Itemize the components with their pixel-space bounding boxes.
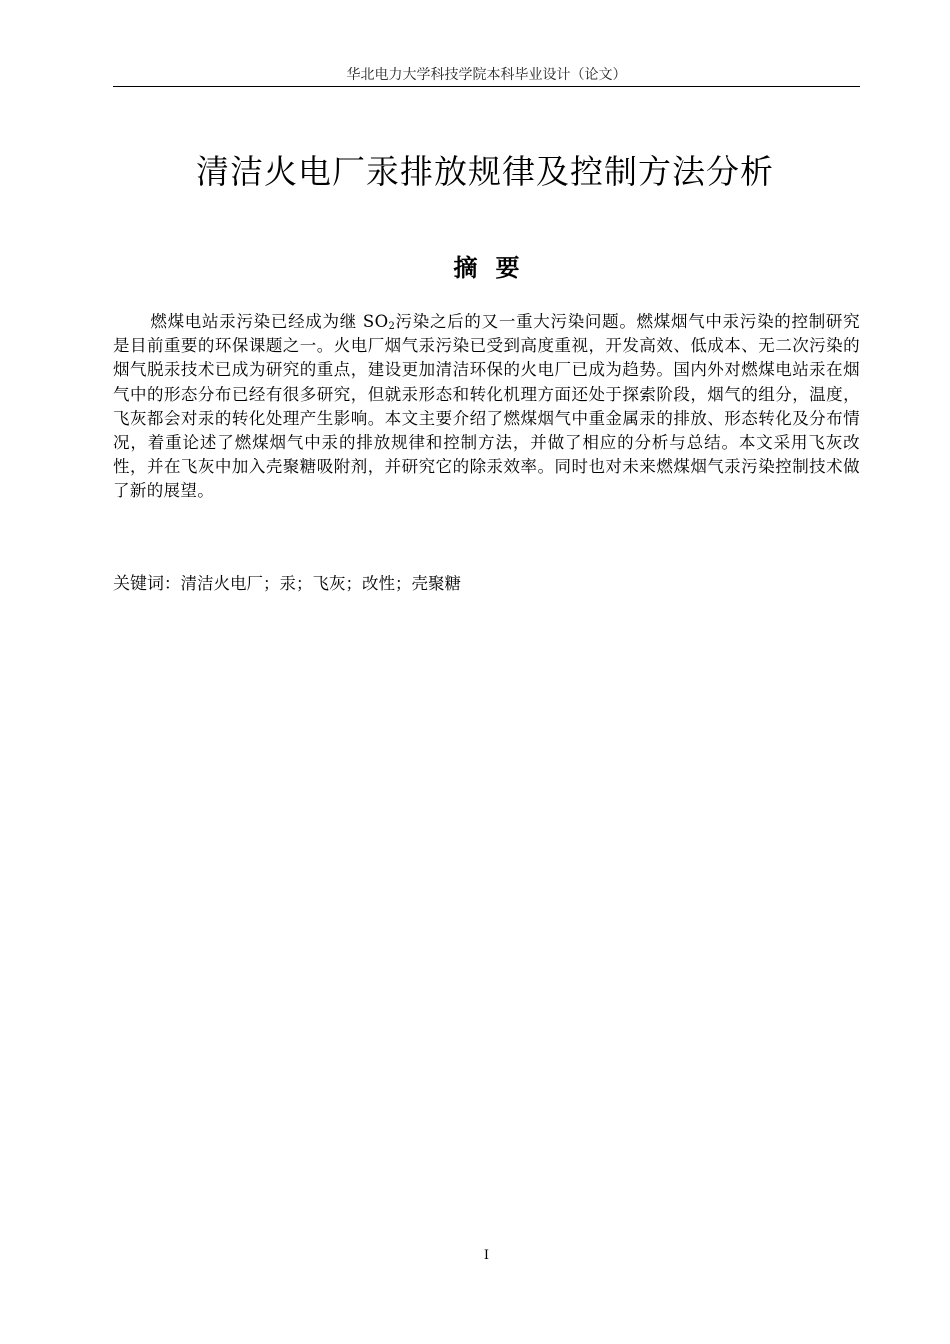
page-header: 华北电力大学科技学院本科毕业设计（论文） — [346, 67, 627, 83]
document-title: 清洁火电厂汞排放规律及控制方法分析 — [196, 152, 774, 191]
keywords-line — [113, 572, 860, 596]
abstract-subscript: 2 — [388, 321, 396, 332]
abstract-heading — [113, 252, 860, 284]
abstract-text-part-2: 污染之后的又一重大污染问题。燃煤烟气中汞污染的控制研究是目前重要的环保课题之一。火电厂烟气汞污染已受到高度重视，开发高效、低成本、无二次污染的烟气脱汞技术已成为研究的重点，建设更加清洁环保的火电厂已成为趋势。国内外对燃煤电站汞在烟气中的形态分布已经有很多研究，但就汞形态和转化机理方面还处于探索阶段，烟气的组分，温度，飞灰都会对汞的转化处理产生影响。本文主要介绍了燃煤烟气中重金属汞的排放、形态转化及分布情况，着重论述了燃煤烟气中汞的排放规律和控制方法，并做了相应的分析与总结。本文采用飞灰改性，并在飞灰中加入壳聚糖吸附剂，并研究它的除汞效率。同时也对未来燃煤烟气汞污染控制技术做了新的展望。 — [113, 312, 860, 501]
abstract-text-part-1: 燃煤电站汞污染已经成为继 SO — [150, 312, 389, 331]
abstract-heading-char-2: 要 — [495, 254, 520, 282]
abstract-body — [113, 310, 860, 504]
keywords-values: 清洁火电厂；汞；飞灰；改性；壳聚糖 — [180, 574, 461, 593]
abstract-heading-char-1: 摘 — [453, 254, 478, 282]
keywords-separator: ： — [164, 574, 181, 593]
page-number: I — [483, 1248, 490, 1263]
header-divider — [113, 86, 860, 87]
keywords-label: 关键词 — [113, 574, 164, 594]
